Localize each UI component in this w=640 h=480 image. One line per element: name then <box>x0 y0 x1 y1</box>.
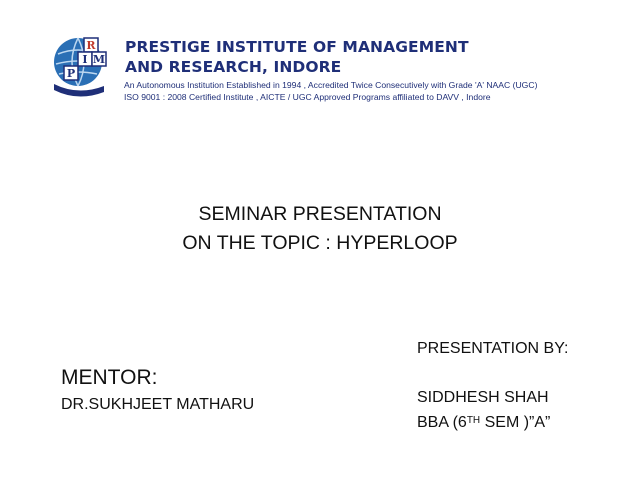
accreditation-line1: An Autonomous Institution Established in 1994 , Accredited Twice Consecutively with Grade 'A' NAAC (UGC) <box>124 80 538 90</box>
logo-letter-p: P <box>66 67 76 80</box>
institute-name-line1: PRESTIGE INSTITUTE OF MANAGEMENT <box>125 38 469 56</box>
logo-letter-m: M <box>92 53 106 66</box>
presentation-title <box>0 200 640 258</box>
institute-name-line2: AND RESEARCH, INDORE <box>125 58 342 76</box>
presenter-label: PRESENTATION BY: <box>417 340 569 357</box>
institute-accreditation <box>124 80 624 103</box>
institute-name <box>125 37 605 77</box>
title-line2: ON THE TOPIC : HYPERLOOP <box>182 232 458 254</box>
title-line1: SEMINAR PRESENTATION <box>198 203 442 225</box>
presenter-class <box>417 413 550 433</box>
class-prefix: BBA (6 <box>417 414 467 431</box>
mentor-label: MENTOR: <box>61 366 158 389</box>
logo-letter-i: I <box>82 53 88 66</box>
institute-logo <box>52 34 130 104</box>
class-superscript: TH <box>466 415 481 426</box>
logo-emblem-icon <box>52 34 130 104</box>
mentor-name: DR.SUKHJEET MATHARU <box>61 396 255 413</box>
presenter-name: SIDDHESH SHAH <box>417 389 549 406</box>
class-suffix: SEM )”A” <box>480 414 551 431</box>
accreditation-line2: ISO 9001 : 2008 Certified Institute , AICTE / UGC Approved Programs affiliated to DAVV , Indore <box>124 91 491 102</box>
logo-letter-r: R <box>86 39 96 52</box>
